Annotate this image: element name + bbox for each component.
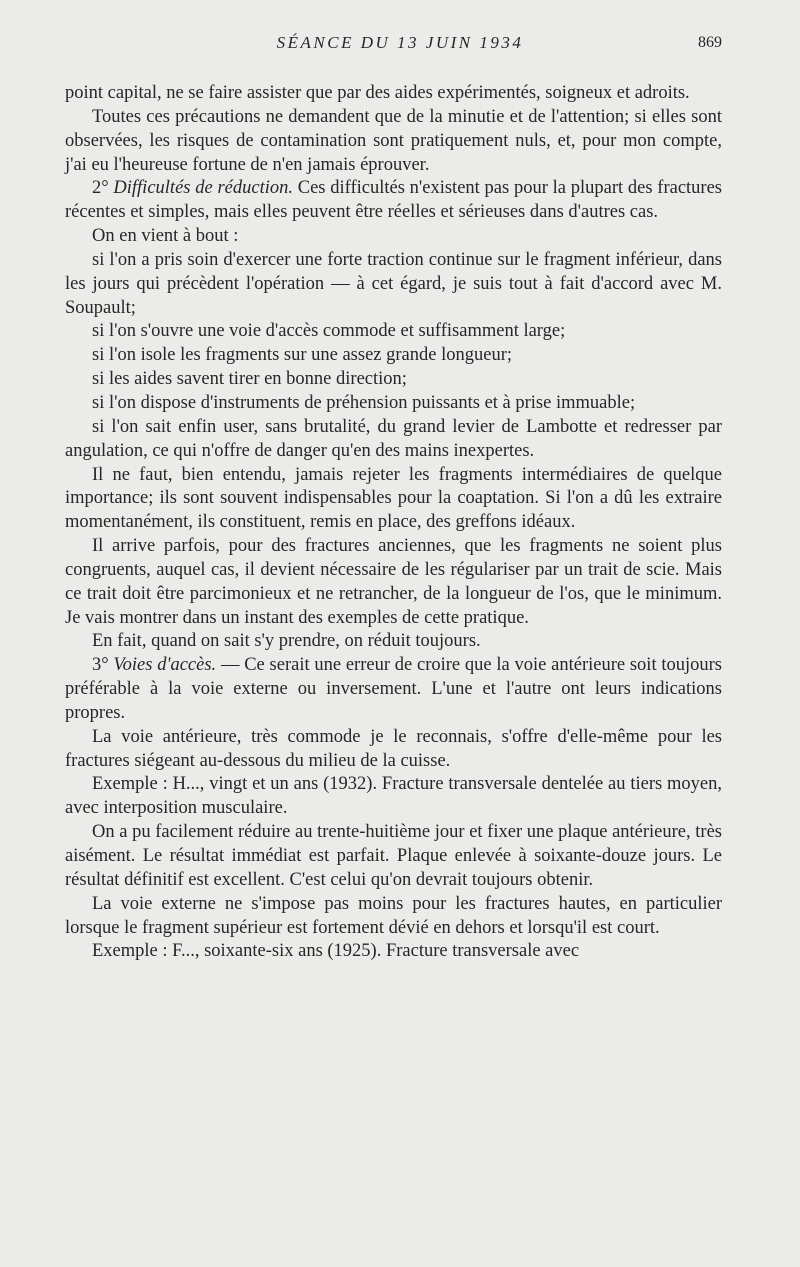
- paragraph: Il arrive parfois, pour des fractures anciennes, que les fragments ne soient plus congruents, auquel cas, il devient nécessaire de les régulariser par un trait de scie. Mais ce trait doit être parcimonieux et ne retrancher, de la longueur de l'os, que le minimum. Je vais montrer dans un instant des exemples de cette pratique.: [65, 536, 722, 628]
- section-title: Difficultés de réduction.: [113, 178, 293, 199]
- paragraph: si l'on sait enfin user, sans brutalité, du grand levier de Lambotte et redresser par angulation, ce qui n'offre de danger qu'en des mains inexpertes.: [65, 416, 722, 461]
- paragraph: En fait, quand on sait s'y prendre, on réduit toujours.: [92, 631, 481, 652]
- paragraph: 2° Difficultés de réduction. Ces difficultés n'existent pas pour la plupart des fractures récentes et simples, mais elles peuvent être réelles et sérieuses dans d'autres cas.: [65, 178, 723, 223]
- section-number: 2°: [92, 178, 114, 199]
- paragraph: Toutes ces précautions ne demandent que de la minutie et de l'attention; si elles sont observées, les risques de contamination sont pratiquement nuls, et, pour mon compte, j'ai eu l'heureuse fortune de n'en jamais éprouver.: [65, 106, 722, 175]
- paragraph: La voie externe ne s'impose pas moins pour les fractures hautes, en particulier lorsque le fragment supérieur est fortement dévié en dehors et lorsqu'il est court.: [65, 893, 722, 938]
- paragraph: si l'on s'ouvre une voie d'accès commode et suffisamment large;: [92, 321, 566, 342]
- paragraph: Exemple : F..., soixante-six ans (1925). Fracture transversale avec: [92, 941, 580, 962]
- paragraph: La voie antérieure, très commode je le reconnais, s'offre d'elle-même pour les fractures siégeant au-dessous du milieu de la cuisse.: [65, 726, 722, 771]
- paragraph: si l'on isole les fragments sur une assez grande longueur;: [92, 345, 512, 366]
- paragraph: point capital, ne se faire assister que par des aides expérimentés, soigneux et adroits.: [65, 83, 690, 103]
- paragraph: si les aides savent tirer en bonne direction;: [92, 369, 407, 390]
- section-number: 3°: [92, 655, 114, 676]
- paragraph: Exemple : H..., vingt et un ans (1932). Fracture transversale dentelée au tiers moyen, avec interposition musculaire.: [65, 774, 722, 819]
- page-number: 869: [698, 34, 722, 51]
- paragraph: On en vient à bout :: [92, 226, 239, 247]
- paragraph: si l'on dispose d'instruments de préhension puissants et à prise immuable;: [92, 392, 636, 413]
- page-header: [0, 33, 800, 61]
- paragraph: On a pu facilement réduire au trente-huitième jour et fixer une plaque antérieure, très aisément. Le résultat immédiat est parfait. Plaque enlevée à soixante-douze jours. Le résultat définitif est excellent. C'est celui qu'on devrait toujours obtenir.: [65, 822, 722, 890]
- section-title: Voies d'accès.: [113, 655, 217, 676]
- paragraph: Il ne faut, bien entendu, jamais rejeter les fragments intermédiaires de quelque importance; ils sont souvent indispensables pour la coaptation. Si l'on a dû les extraire momentanément, ils constituent, remis en place, des greffons idéaux.: [65, 464, 722, 533]
- body-text: [65, 82, 722, 964]
- paragraph: si l'on a pris soin d'exercer une forte traction continue sur le fragment inférieur, dans les jours qui précèdent l'opération — à cet égard, je suis tout à fait d'accord avec M. Soupault;: [65, 249, 722, 318]
- paragraph: 3° Voies d'accès. — Ce serait une erreur de croire que la voie antérieure soit toujours préférable à la voie externe ou inversement. L'une et l'autre ont leurs indications propres.: [65, 655, 722, 723]
- running-title: SÉANCE DU 13 JUIN 1934: [276, 33, 524, 52]
